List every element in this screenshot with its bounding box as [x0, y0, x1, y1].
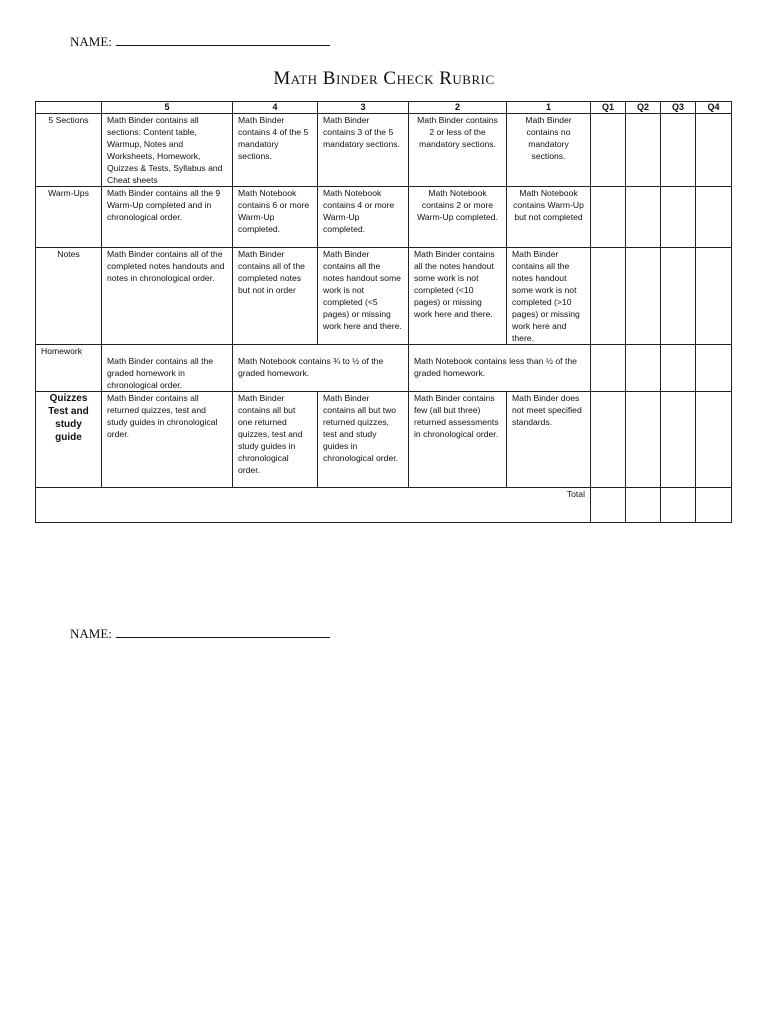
name-blank-line[interactable]: [116, 636, 330, 638]
total-q3[interactable]: [661, 488, 696, 523]
row-label-notes: Notes: [36, 248, 102, 345]
cell-notes-3: Math Binder contains all the notes handout some work is not completed (<5 pages) or missing work here and there.: [318, 248, 409, 345]
cell-homework-4-3: Math Notebook contains ¾ to ½ of the graded homework.: [233, 345, 409, 392]
row-warmups: [36, 187, 732, 248]
cell-warmups-2: Math Notebook contains 2 or more Warm-Up completed.: [409, 187, 507, 248]
score-notes-q4[interactable]: [696, 248, 732, 345]
score-warmups-q1[interactable]: [591, 187, 626, 248]
cell-quizzes-1: Math Binder does not meet specified standards.: [507, 392, 591, 488]
row-notes: [36, 248, 732, 345]
score-quizzes-q4[interactable]: [696, 392, 732, 488]
cell-warmups-1: Math Notebook contains Warm-Up but not completed: [507, 187, 591, 248]
header-q4: Q4: [696, 102, 732, 114]
name-label: NAME:: [70, 34, 112, 49]
header-q3: Q3: [661, 102, 696, 114]
cell-sections-5: Math Binder contains all sections: Content table, Warmup, Notes and Worksheets, Homework, Quizzes & Tests, Syllabus and Cheat sheets: [102, 114, 233, 187]
total-q1[interactable]: [591, 488, 626, 523]
rubric-table: [35, 101, 732, 523]
score-sections-q3[interactable]: [661, 114, 696, 187]
header-blank: [36, 102, 102, 114]
score-sections-q1[interactable]: [591, 114, 626, 187]
score-quizzes-q2[interactable]: [626, 392, 661, 488]
total-q4[interactable]: [696, 488, 732, 523]
row-label-quizzes: Quizzes Test and study guide: [36, 392, 102, 488]
header-score-3: 3: [318, 102, 409, 114]
score-homework-q4[interactable]: [696, 345, 732, 392]
row-quizzes: [36, 392, 732, 488]
cell-notes-1: Math Binder contains all the notes handout some work is not completed (>10 pages) or missing work here and there.: [507, 248, 591, 345]
score-sections-q4[interactable]: [696, 114, 732, 187]
header-score-1: 1: [507, 102, 591, 114]
header-q1: Q1: [591, 102, 626, 114]
score-quizzes-q1[interactable]: [591, 392, 626, 488]
score-homework-q1[interactable]: [591, 345, 626, 392]
cell-warmups-5: Math Binder contains all the 9 Warm-Up completed and in chronological order.: [102, 187, 233, 248]
row-label-homework: Homework: [36, 345, 102, 392]
cell-quizzes-5: Math Binder contains all returned quizzes, test and study guides in chronological order.: [102, 392, 233, 488]
cell-notes-2: Math Binder contains all the notes handout some work is not completed (<10 pages) or missing work here and there.: [409, 248, 507, 345]
name-blank-line[interactable]: [116, 44, 330, 46]
header-row: [36, 102, 732, 114]
row-label-warmups: Warm-Ups: [36, 187, 102, 248]
cell-homework-2-1: Math Notebook contains less than ½ of the graded homework.: [409, 345, 591, 392]
name-field-top[interactable]: [70, 34, 330, 50]
row-total: [36, 488, 732, 523]
score-sections-q2[interactable]: [626, 114, 661, 187]
score-homework-q2[interactable]: [626, 345, 661, 392]
header-score-5: 5: [102, 102, 233, 114]
header-score-4: 4: [233, 102, 318, 114]
score-notes-q3[interactable]: [661, 248, 696, 345]
score-warmups-q2[interactable]: [626, 187, 661, 248]
header-score-2: 2: [409, 102, 507, 114]
cell-notes-4: Math Binder contains all of the completed notes but not in order: [233, 248, 318, 345]
cell-sections-3: Math Binder contains 3 of the 5 mandatory sections.: [318, 114, 409, 187]
row-sections: [36, 114, 732, 187]
cell-quizzes-4: Math Binder contains all but one returned quizzes, test and study guides in chronological order.: [233, 392, 318, 488]
score-quizzes-q3[interactable]: [661, 392, 696, 488]
score-notes-q2[interactable]: [626, 248, 661, 345]
row-homework: [36, 345, 732, 392]
name-field-bottom[interactable]: [70, 626, 330, 642]
total-label: Total: [36, 488, 591, 523]
total-q2[interactable]: [626, 488, 661, 523]
score-warmups-q4[interactable]: [696, 187, 732, 248]
cell-quizzes-3: Math Binder contains all but two returned quizzes, test and study guides in chronological order.: [318, 392, 409, 488]
row-label-sections: 5 Sections: [36, 114, 102, 187]
page-title: Math Binder Check Rubric: [273, 68, 495, 89]
header-q2: Q2: [626, 102, 661, 114]
cell-sections-4: Math Binder contains 4 of the 5 mandatory sections.: [233, 114, 318, 187]
score-warmups-q3[interactable]: [661, 187, 696, 248]
cell-sections-1: Math Binder contains no mandatory sections.: [507, 114, 591, 187]
score-homework-q3[interactable]: [661, 345, 696, 392]
cell-quizzes-2: Math Binder contains few (all but three) returned assessments in chronological order.: [409, 392, 507, 488]
name-label: NAME:: [70, 626, 112, 641]
cell-sections-2: Math Binder contains 2 or less of the mandatory sections.: [409, 114, 507, 187]
cell-notes-5: Math Binder contains all of the completed notes handouts and notes in chronological order.: [102, 248, 233, 345]
cell-warmups-4: Math Notebook contains 6 or more Warm-Up completed.: [233, 187, 318, 248]
cell-homework-5: Math Binder contains all the graded homework in chronological order.: [102, 345, 233, 392]
cell-warmups-3: Math Notebook contains 4 or more Warm-Up completed.: [318, 187, 409, 248]
score-notes-q1[interactable]: [591, 248, 626, 345]
